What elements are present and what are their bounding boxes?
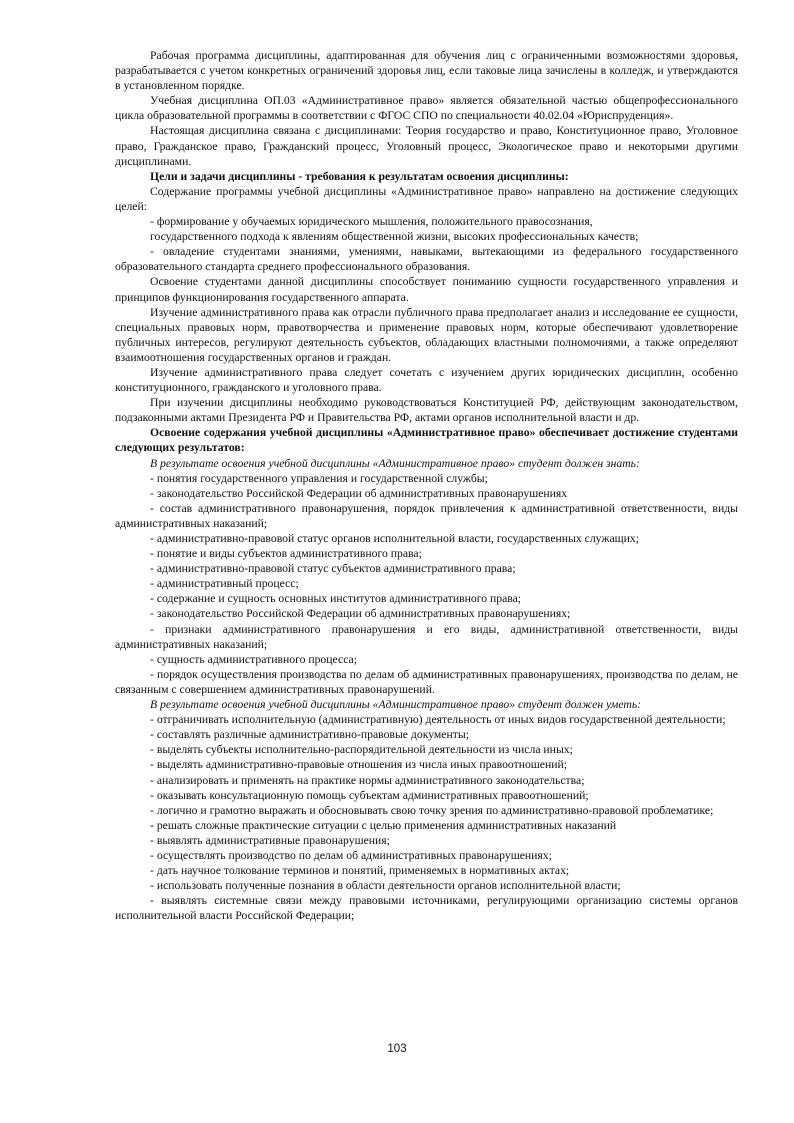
list-item: - анализировать и применять на практике нормы административного законодательства; [150,773,585,787]
paragraph: При изучении дисциплины необходимо руководствоваться Конституцией РФ, действующим законодательством, подзаконными актами Президента РФ и Правительства РФ, актами органов исполнительной власти и др. [115,396,738,425]
list-item: - понятия государственного управления и государственной службы; [150,471,488,485]
list-item: - отграничивать исполнительную (административную) деятельность от иных видов государственной деятельности; [150,713,726,727]
list-item: - логично и грамотно выражать и обосновывать свою точку зрения по административно-правовой проблематике; [150,803,714,817]
paragraph: Учебная дисциплина ОП.03 «Административное право» является обязательной частью общепрофессионального цикла образовательной программы в соответствии с ФГОС СПО по специальности 40.02.04 «Юриспруденция». [115,94,738,123]
list-item: - выявлять административные правонарушения; [150,833,390,847]
paragraph: Изучение административного права как отрасли публичного права предполагает анализ и исследование ее сущности, специальных правовых норм, правотворчества и применение правовых норм, которые обеспечивают удовлетворение публичных интересов, регулируют деятельность субъектов, обладающих властными полномочиями, а также определяют взаимоотношения государственных органов и граждан. [115,305,738,364]
subheading-able: В результате освоения учебной дисциплины «Административное право» студент должен уметь: [150,698,642,712]
list-item: - законодательство Российской Федерации об административных правонарушениях; [150,607,571,621]
list-item: - дать научное толкование терминов и понятий, применяемых в нормативных актах; [150,864,570,878]
list-item: - оказывать консультационную помощь субъектам административных правоотношений; [150,788,589,802]
list-item: - признаки административного правонарушения и его виды, административной ответственности, виды административных наказаний; [115,622,738,651]
list-item: - выявлять системные связи между правовыми источниками, регулирующими организацию системы органов исполнительной власти Российской Федерации; [115,894,738,923]
list-item: - порядок осуществления производства по делам об административных правонарушениях, производства по делам, не связанным с совершением административных правонарушений. [115,667,738,696]
list-item: - административно-правовой статус органов исполнительной власти, государственных служащих; [150,532,639,545]
paragraph: Рабочая программа дисциплины, адаптированная для обучения лиц с ограниченными возможностями здоровья, разрабатывается с учетом конкретных ограничений здоровья лиц, если таковые лица зачислены в колледж, и утверждаются в установленном порядке. [115,49,738,93]
list-item: - овладение студентами знаниями, умениями, навыками, вытекающими из федерального государственного образовательного стандарта среднего профессионального образования. [115,245,738,274]
section-heading: Цели и задачи дисциплины - требования к результатам освоения дисциплины: [150,169,569,183]
list-item: - законодательство Российской Федерации об административных правонарушениях [150,486,568,500]
list-item: - административный процесс; [150,577,299,591]
section-heading: Освоение содержания учебной дисциплины «Административное право» обеспечивает достижение студентами следующих результатов: [115,426,738,455]
list-item: - осуществлять производство по делам об административных правонарушениях; [150,848,552,862]
list-item: - административно-правовой статус субъектов административного права; [150,562,516,576]
list-item: - решать сложные практические ситуации с целью применения административных наказаний [150,818,617,832]
paragraph: Освоение студентами данной дисциплины способствует пониманию сущности государственного управления и принципов функционирования государственного аппарата. [115,275,738,304]
document-body [115,48,738,923]
paragraph: Настоящая дисциплина связана с дисциплинами: Теория государство и право, Конституционное право, Уголовное право, Гражданское право, Гражданский процесс, Уголовный процесс, Экологическое право и некоторыми другими дисциплинами. [115,124,738,168]
list-item: - состав административного правонарушения, порядок привлечения к административной ответственности, виды административных наказаний; [115,501,738,530]
paragraph: государственного подхода к явлениям общественной жизни, высоких профессиональных качеств; [150,230,639,244]
list-item: - содержание и сущность основных институтов административного права; [150,592,522,606]
list-item: - составлять различные административно-правовые документы; [150,728,469,742]
list-item: - формирование у обучаемых юридического мышления, положительного правосознания, [150,215,593,229]
list-item: - выделять административно-правовые отношения из числа иных правоотношений; [150,758,567,772]
list-item: - сущность административного процесса; [150,652,357,666]
page-number: 103 [387,1043,407,1055]
subheading-know: В результате освоения учебной дисциплины «Административное право» студент должен знать: [150,456,640,470]
list-item: - выделять субъекты исполнительно-распорядительной деятельности из числа иных; [150,743,573,757]
list-item: - понятие и виды субъектов административного права; [150,547,422,561]
paragraph: Содержание программы учебной дисциплины «Административное право» направлено на достижение следующих целей: [115,184,738,213]
list-item: - использовать полученные познания в области деятельности органов исполнительной власти; [150,879,621,893]
paragraph: Изучение административного права следует сочетать с изучением других юридических дисциплин, особенно конституционного, гражданского и уголовного права. [115,365,738,395]
